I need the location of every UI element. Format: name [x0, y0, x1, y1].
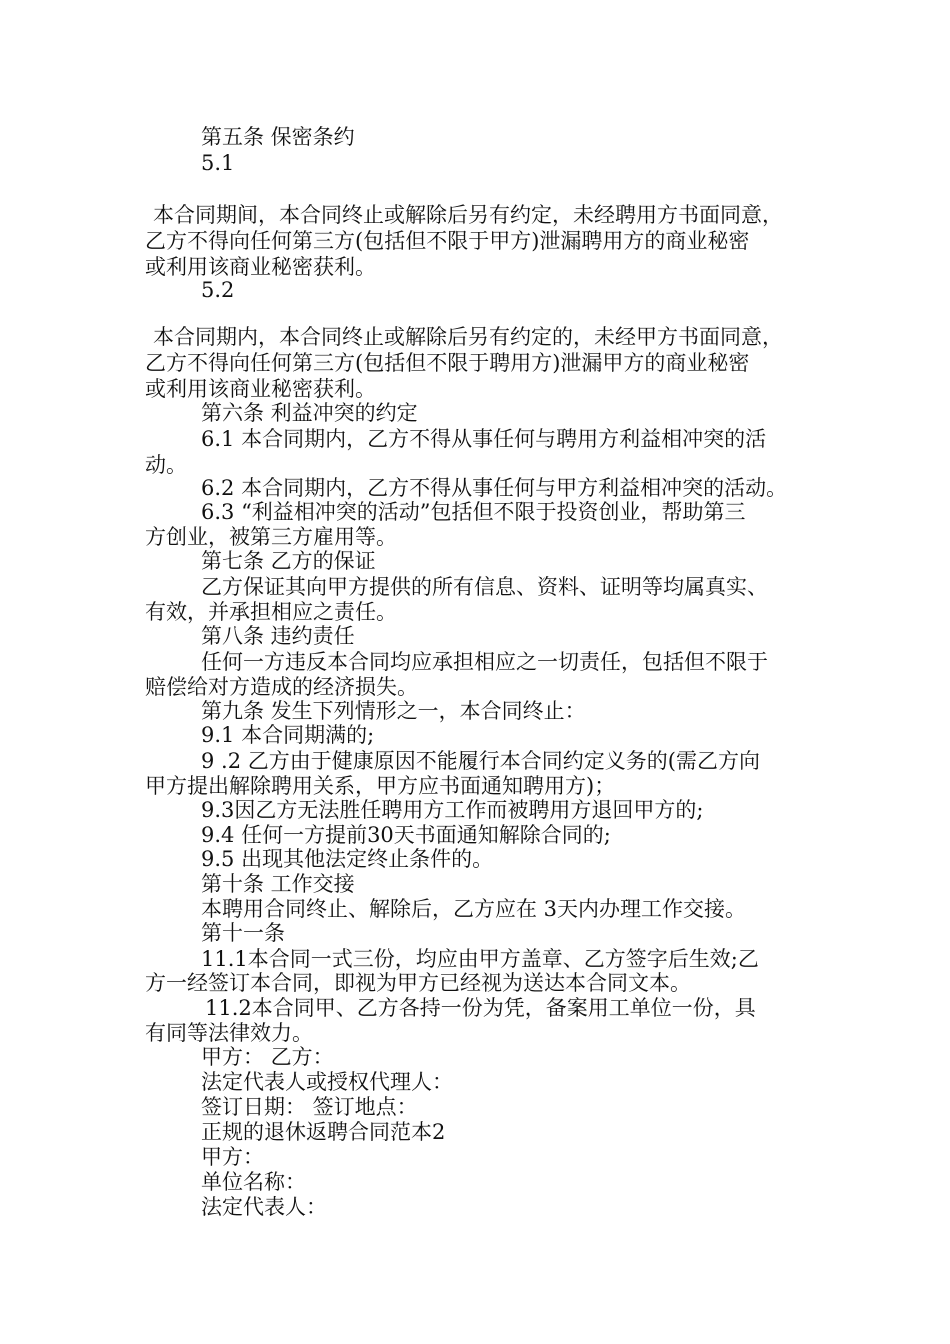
paragraph-line: 或利用该商业秘密获利。 [145, 255, 376, 279]
paragraph-line: 9.3因乙方无法胜任聘用方工作而被聘用方退回甲方的; [201, 798, 704, 822]
party-a-label: 甲方： [201, 1145, 264, 1169]
unit-name-label: 单位名称： [201, 1170, 306, 1194]
paragraph-line: 有同等法律效力。 [145, 1021, 313, 1045]
paragraph-line: 乙方不得向任何第三方(包括但不限于甲方)泄漏聘用方的商业秘密 [145, 229, 750, 253]
paragraph-line: 11.1本合同一式三份，均应由甲方盖章、乙方签字后生效;乙 [201, 947, 759, 971]
paragraph-line: 9.1 本合同期满的; [201, 723, 375, 747]
paragraph-line: 9.4 任何一方提前30天书面通知解除合同的; [201, 823, 611, 847]
paragraph-line: 9.5 出现其他法定终止条件的。 [201, 847, 494, 871]
paragraph-line: 或利用该商业秘密获利。 [145, 377, 376, 401]
signature-representative: 法定代表人或授权代理人： [201, 1070, 453, 1094]
paragraph-line: 乙方保证其向甲方提供的所有信息、资料、证明等均属真实、 [201, 575, 768, 599]
paragraph-line: 动。 [145, 453, 187, 477]
paragraph-line: 赔偿给对方造成的经济损失。 [145, 675, 418, 699]
paragraph-line: 任何一方违反本合同均应承担相应之一切责任，包括但不限于 [201, 650, 768, 674]
contract-title-2: 正规的退休返聘合同范本2 [201, 1120, 446, 1144]
legal-representative-label: 法定代表人： [201, 1195, 327, 1219]
section-heading-9: 第九条 发生下列情形之一，本合同终止： [201, 699, 586, 723]
paragraph-line: 有效，并承担相应之责任。 [145, 600, 397, 624]
paragraph-line: 方创业，被第三方雇用等。 [145, 525, 397, 549]
paragraph-line: 本合同期内，本合同终止或解除后另有约定的，未经甲方书面同意， [153, 325, 783, 349]
section-heading-5: 第五条 保密条约 [201, 125, 355, 149]
section-heading-11: 第十一条 [201, 921, 285, 945]
signature-date-place: 签订日期： 签订地点： [201, 1095, 418, 1119]
clause-number-5-2: 5.2 [201, 278, 235, 302]
paragraph-line: 6.2 本合同期内，乙方不得从事任何与甲方利益相冲突的活动。 [201, 476, 788, 500]
paragraph-line: 6.1 本合同期内，乙方不得从事任何与聘用方利益相冲突的活 [201, 427, 767, 451]
paragraph-line: 方一经签订本合同，即视为甲方已经视为送达本合同文本。 [145, 971, 691, 995]
paragraph-line: 11.2本合同甲、乙方各持一份为凭，备案用工单位一份，具 [205, 996, 756, 1020]
section-heading-8: 第八条 违约责任 [201, 624, 355, 648]
paragraph-line: 本合同期间，本合同终止或解除后另有约定，未经聘用方书面同意， [153, 203, 783, 227]
section-heading-6: 第六条 利益冲突的约定 [201, 401, 418, 425]
section-heading-7: 第七条 乙方的保证 [201, 549, 376, 573]
section-heading-10: 第十条 工作交接 [201, 872, 355, 896]
paragraph-line: 6.3 “利益相冲突的活动”包括但不限于投资创业，帮助第三 [201, 500, 746, 524]
paragraph-line: 乙方不得向任何第三方(包括但不限于聘用方)泄漏甲方的商业秘密 [145, 351, 750, 375]
signature-parties: 甲方： 乙方： [201, 1045, 334, 1069]
paragraph-line: 9 .2 乙方由于健康原因不能履行本合同约定义务的(需乙方向 [201, 749, 760, 773]
paragraph-line: 本聘用合同终止、解除后，乙方应在 3天内办理工作交接。 [201, 897, 747, 921]
paragraph-line: 甲方提出解除聘用关系，甲方应书面通知聘用方)； [145, 774, 616, 798]
clause-number-5-1: 5.1 [201, 151, 235, 175]
